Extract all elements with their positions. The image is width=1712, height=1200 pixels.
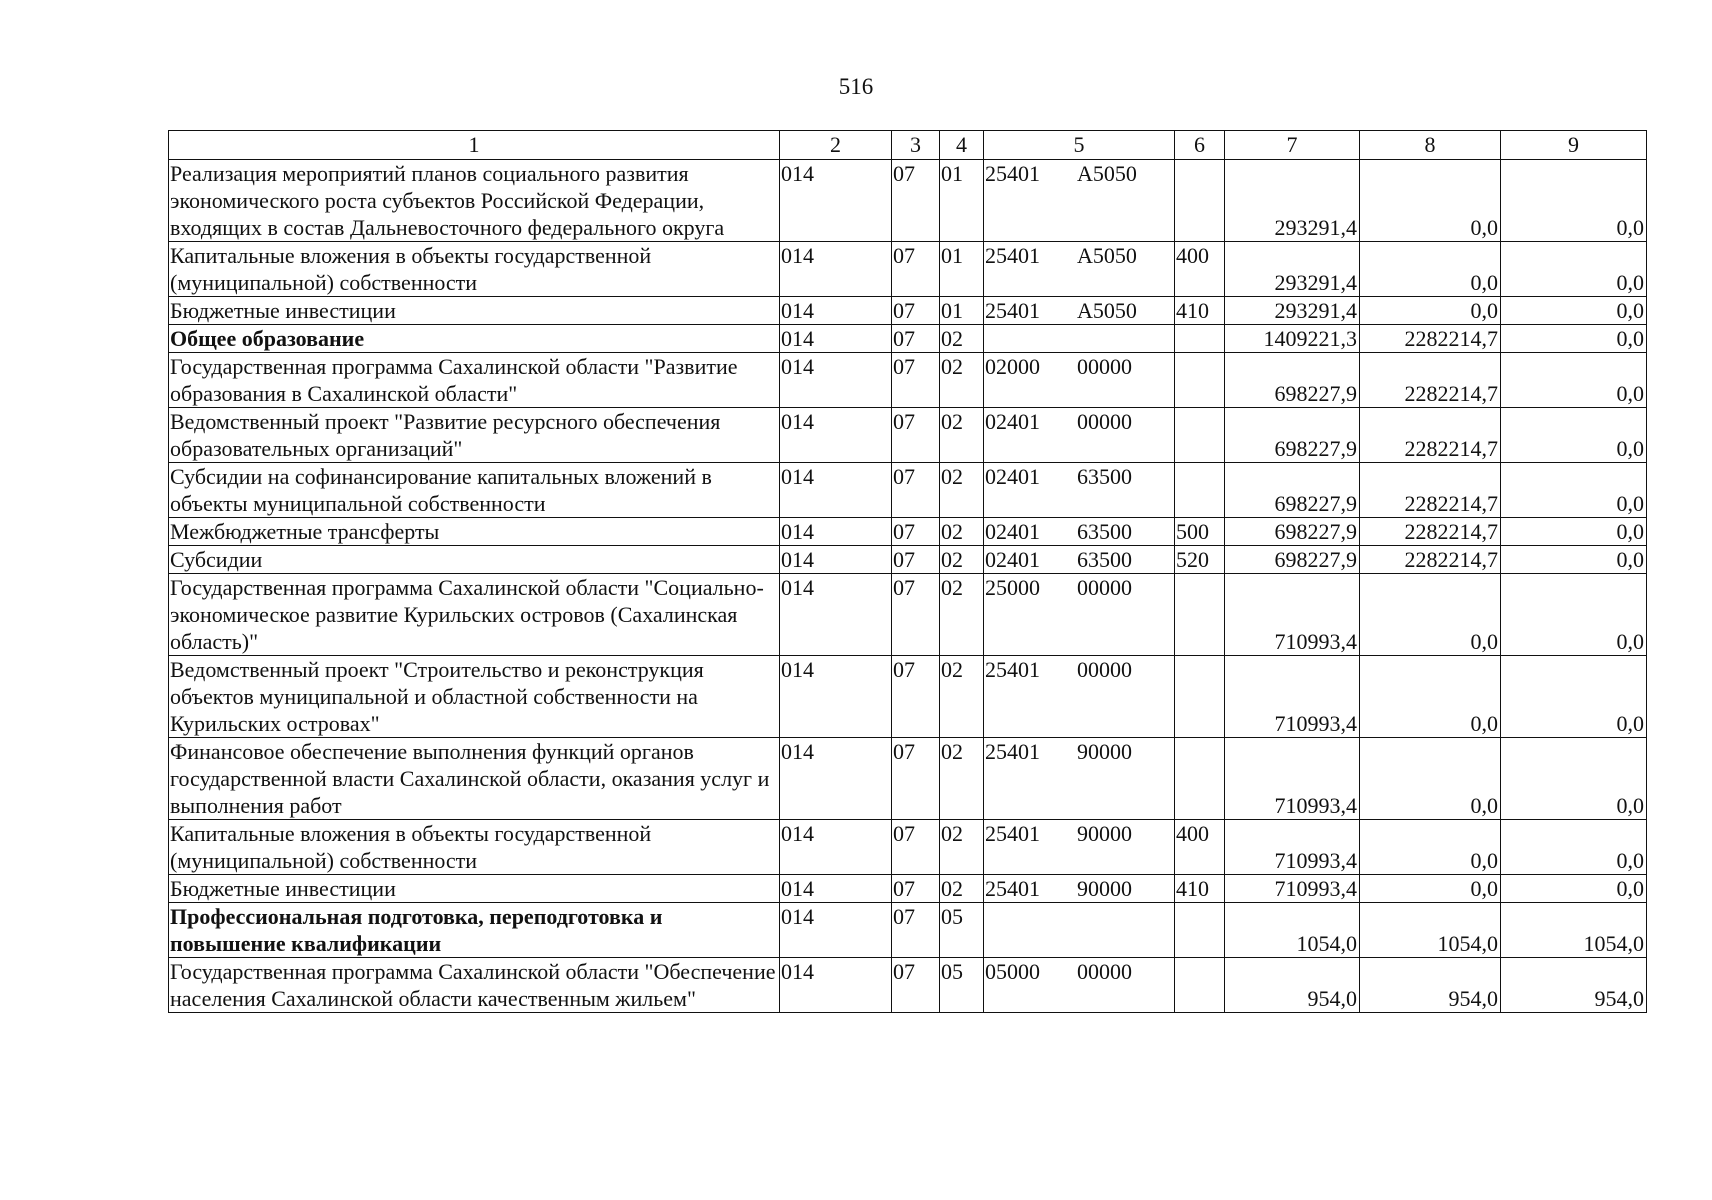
row-target-article-part1: 02000 <box>985 354 1040 379</box>
row-section-code: 07 <box>892 408 940 463</box>
row-ministry-code: 014 <box>780 875 892 903</box>
header-col-2: 2 <box>780 131 892 160</box>
row-expense-type <box>1175 958 1225 1013</box>
row-name: Межбюджетные трансферты <box>169 518 780 546</box>
row-amount-year1: 710993,4 <box>1225 820 1360 875</box>
row-amount-year3: 0,0 <box>1501 738 1647 820</box>
row-name: Общее образование <box>169 325 780 353</box>
row-amount-year3: 954,0 <box>1501 958 1647 1013</box>
row-expense-type <box>1175 574 1225 656</box>
row-amount-year1: 698227,9 <box>1225 546 1360 574</box>
table-row <box>169 518 1647 546</box>
table-row <box>169 242 1647 297</box>
row-amount-year1: 293291,4 <box>1225 160 1360 242</box>
row-target-article <box>984 903 1175 958</box>
table-row <box>169 820 1647 875</box>
row-target-article-part1: 25000 <box>985 575 1040 600</box>
row-section-code: 07 <box>892 574 940 656</box>
row-amount-year1: 954,0 <box>1225 958 1360 1013</box>
row-expense-type <box>1175 160 1225 242</box>
row-target-article-part1: 02401 <box>985 409 1040 434</box>
row-subsection-code: 02 <box>940 875 984 903</box>
row-expense-type <box>1175 325 1225 353</box>
row-section-code: 07 <box>892 518 940 546</box>
row-name: Государственная программа Сахалинской области "Развитие образования в Сахалинской области" <box>169 353 780 408</box>
row-amount-year3: 0,0 <box>1501 325 1647 353</box>
row-amount-year1: 698227,9 <box>1225 518 1360 546</box>
row-name: Субсидии <box>169 546 780 574</box>
row-amount-year1: 698227,9 <box>1225 408 1360 463</box>
row-amount-year3: 0,0 <box>1501 574 1647 656</box>
row-ministry-code: 014 <box>780 242 892 297</box>
row-name: Финансовое обеспечение выполнения функций органов государственной власти Сахалинской области, оказания услуг и выполнения работ <box>169 738 780 820</box>
header-col-1: 1 <box>169 131 780 160</box>
row-amount-year3: 0,0 <box>1501 656 1647 738</box>
row-section-code: 07 <box>892 820 940 875</box>
row-expense-type <box>1175 463 1225 518</box>
row-section-code: 07 <box>892 546 940 574</box>
row-subsection-code: 02 <box>940 463 984 518</box>
row-target-article-part1: 02401 <box>985 547 1040 572</box>
row-name: Капитальные вложения в объекты государственной (муниципальной) собственности <box>169 242 780 297</box>
row-target-article <box>984 518 1175 546</box>
row-target-article <box>984 875 1175 903</box>
row-target-article <box>984 656 1175 738</box>
row-ministry-code: 014 <box>780 325 892 353</box>
table-row <box>169 958 1647 1013</box>
row-ministry-code: 014 <box>780 574 892 656</box>
row-target-article <box>984 325 1175 353</box>
row-amount-year1: 698227,9 <box>1225 353 1360 408</box>
row-target-article <box>984 463 1175 518</box>
row-target-article-part2: 63500 <box>1077 519 1132 544</box>
row-name: Ведомственный проект "Строительство и реконструкция объектов муниципальной и областной собственности на Курильских островах" <box>169 656 780 738</box>
row-target-article-part1: 25401 <box>985 161 1040 186</box>
table-row <box>169 574 1647 656</box>
row-target-article-part1: 25401 <box>985 876 1040 901</box>
row-target-article-part2: 00000 <box>1077 354 1132 379</box>
row-ministry-code: 014 <box>780 903 892 958</box>
table-row <box>169 875 1647 903</box>
row-name: Реализация мероприятий планов социального развития экономического роста субъектов Российской Федерации, входящих в состав Дальневосточного федерального округа <box>169 160 780 242</box>
row-ministry-code: 014 <box>780 353 892 408</box>
table-row <box>169 160 1647 242</box>
row-section-code: 07 <box>892 463 940 518</box>
table-row <box>169 738 1647 820</box>
row-subsection-code: 02 <box>940 325 984 353</box>
row-section-code: 07 <box>892 738 940 820</box>
row-section-code: 07 <box>892 656 940 738</box>
header-col-3: 3 <box>892 131 940 160</box>
row-name: Государственная программа Сахалинской области "Социально-экономическое развитие Курильских островов (Сахалинская область)" <box>169 574 780 656</box>
row-target-article-part2: 00000 <box>1077 657 1132 682</box>
row-target-article-part1: 25401 <box>985 821 1040 846</box>
row-section-code: 07 <box>892 160 940 242</box>
row-subsection-code: 01 <box>940 160 984 242</box>
row-amount-year2: 0,0 <box>1360 160 1501 242</box>
row-target-article <box>984 353 1175 408</box>
row-subsection-code: 02 <box>940 738 984 820</box>
row-section-code: 07 <box>892 242 940 297</box>
row-subsection-code: 02 <box>940 546 984 574</box>
table-row <box>169 656 1647 738</box>
row-amount-year2: 0,0 <box>1360 574 1501 656</box>
row-name: Бюджетные инвестиции <box>169 875 780 903</box>
row-ministry-code: 014 <box>780 408 892 463</box>
row-amount-year3: 0,0 <box>1501 518 1647 546</box>
row-amount-year1: 1409221,3 <box>1225 325 1360 353</box>
row-amount-year2: 0,0 <box>1360 656 1501 738</box>
row-target-article-part1: 02401 <box>985 519 1040 544</box>
row-expense-type: 400 <box>1175 820 1225 875</box>
table-row <box>169 546 1647 574</box>
row-amount-year2: 0,0 <box>1360 820 1501 875</box>
row-amount-year3: 1054,0 <box>1501 903 1647 958</box>
row-target-article-part2: 63500 <box>1077 464 1132 489</box>
row-expense-type: 500 <box>1175 518 1225 546</box>
row-target-article-part2: А5050 <box>1077 298 1137 323</box>
row-amount-year3: 0,0 <box>1501 242 1647 297</box>
row-amount-year1: 710993,4 <box>1225 574 1360 656</box>
row-amount-year2: 0,0 <box>1360 297 1501 325</box>
row-amount-year1: 1054,0 <box>1225 903 1360 958</box>
row-amount-year2: 0,0 <box>1360 242 1501 297</box>
row-target-article <box>984 738 1175 820</box>
row-subsection-code: 02 <box>940 353 984 408</box>
row-name: Государственная программа Сахалинской области "Обеспечение населения Сахалинской области качественным жильем" <box>169 958 780 1013</box>
row-target-article-part2: 90000 <box>1077 876 1132 901</box>
row-target-article-part1: 25401 <box>985 657 1040 682</box>
row-name: Капитальные вложения в объекты государственной (муниципальной) собственности <box>169 820 780 875</box>
row-amount-year2: 2282214,7 <box>1360 463 1501 518</box>
row-target-article <box>984 574 1175 656</box>
row-amount-year2: 2282214,7 <box>1360 353 1501 408</box>
row-section-code: 07 <box>892 353 940 408</box>
row-target-article <box>984 242 1175 297</box>
header-col-7: 7 <box>1225 131 1360 160</box>
row-amount-year1: 710993,4 <box>1225 875 1360 903</box>
row-ministry-code: 014 <box>780 656 892 738</box>
row-expense-type <box>1175 738 1225 820</box>
row-section-code: 07 <box>892 958 940 1013</box>
header-col-6: 6 <box>1175 131 1225 160</box>
row-ministry-code: 014 <box>780 463 892 518</box>
row-ministry-code: 014 <box>780 958 892 1013</box>
row-amount-year2: 2282214,7 <box>1360 408 1501 463</box>
header-col-9: 9 <box>1501 131 1647 160</box>
row-target-article-part1: 02401 <box>985 464 1040 489</box>
row-ministry-code: 014 <box>780 738 892 820</box>
row-expense-type: 410 <box>1175 875 1225 903</box>
row-ministry-code: 014 <box>780 820 892 875</box>
row-ministry-code: 014 <box>780 546 892 574</box>
row-target-article-part2: 00000 <box>1077 409 1132 434</box>
row-name: Субсидии на софинансирование капитальных вложений в объекты муниципальной собственности <box>169 463 780 518</box>
row-target-article-part1: 25401 <box>985 243 1040 268</box>
page-number: 516 <box>838 74 874 99</box>
row-target-article-part2: 63500 <box>1077 547 1132 572</box>
row-amount-year2: 0,0 <box>1360 738 1501 820</box>
row-subsection-code: 05 <box>940 958 984 1013</box>
row-target-article <box>984 546 1175 574</box>
row-target-article-part1: 25401 <box>985 298 1040 323</box>
row-amount-year2: 954,0 <box>1360 958 1501 1013</box>
row-subsection-code: 01 <box>940 297 984 325</box>
header-col-4: 4 <box>940 131 984 160</box>
row-amount-year3: 0,0 <box>1501 353 1647 408</box>
row-subsection-code: 05 <box>940 903 984 958</box>
row-section-code: 07 <box>892 875 940 903</box>
header-col-5: 5 <box>984 131 1175 160</box>
row-ministry-code: 014 <box>780 297 892 325</box>
row-expense-type <box>1175 408 1225 463</box>
row-amount-year3: 0,0 <box>1501 408 1647 463</box>
row-section-code: 07 <box>892 903 940 958</box>
row-amount-year3: 0,0 <box>1501 875 1647 903</box>
row-name: Профессиональная подготовка, переподготовка и повышение квалификации <box>169 903 780 958</box>
row-expense-type <box>1175 656 1225 738</box>
row-target-article <box>984 820 1175 875</box>
row-amount-year1: 698227,9 <box>1225 463 1360 518</box>
row-subsection-code: 02 <box>940 820 984 875</box>
row-amount-year2: 2282214,7 <box>1360 325 1501 353</box>
row-subsection-code: 02 <box>940 518 984 546</box>
row-target-article-part2: А5050 <box>1077 243 1137 268</box>
table-row <box>169 297 1647 325</box>
row-amount-year1: 293291,4 <box>1225 242 1360 297</box>
header-col-8: 8 <box>1360 131 1501 160</box>
row-target-article-part2: 00000 <box>1077 575 1132 600</box>
row-amount-year1: 293291,4 <box>1225 297 1360 325</box>
row-target-article <box>984 160 1175 242</box>
row-amount-year3: 0,0 <box>1501 463 1647 518</box>
budget-table-container <box>168 130 1646 1013</box>
row-target-article <box>984 958 1175 1013</box>
row-amount-year2: 0,0 <box>1360 875 1501 903</box>
row-section-code: 07 <box>892 297 940 325</box>
row-target-article-part2: 90000 <box>1077 739 1132 764</box>
table-row <box>169 408 1647 463</box>
budget-table <box>168 130 1647 1013</box>
row-subsection-code: 02 <box>940 656 984 738</box>
row-amount-year2: 2282214,7 <box>1360 518 1501 546</box>
row-expense-type <box>1175 903 1225 958</box>
row-expense-type <box>1175 353 1225 408</box>
row-section-code: 07 <box>892 325 940 353</box>
row-target-article-part1: 05000 <box>985 959 1040 984</box>
row-amount-year3: 0,0 <box>1501 546 1647 574</box>
table-row <box>169 353 1647 408</box>
row-expense-type: 520 <box>1175 546 1225 574</box>
header-row <box>169 131 1647 160</box>
row-name: Ведомственный проект "Развитие ресурсного обеспечения образовательных организаций" <box>169 408 780 463</box>
table-body <box>169 131 1647 1013</box>
row-amount-year2: 2282214,7 <box>1360 546 1501 574</box>
row-target-article-part2: 00000 <box>1077 959 1132 984</box>
table-row <box>169 325 1647 353</box>
row-target-article <box>984 408 1175 463</box>
row-amount-year3: 0,0 <box>1501 297 1647 325</box>
row-target-article-part2: А5050 <box>1077 161 1137 186</box>
table-row <box>169 463 1647 518</box>
row-subsection-code: 02 <box>940 408 984 463</box>
table-row <box>169 903 1647 958</box>
row-ministry-code: 014 <box>780 518 892 546</box>
row-ministry-code: 014 <box>780 160 892 242</box>
row-amount-year3: 0,0 <box>1501 160 1647 242</box>
row-amount-year1: 710993,4 <box>1225 738 1360 820</box>
row-name: Бюджетные инвестиции <box>169 297 780 325</box>
row-target-article-part1: 25401 <box>985 739 1040 764</box>
row-target-article <box>984 297 1175 325</box>
row-expense-type: 410 <box>1175 297 1225 325</box>
row-amount-year3: 0,0 <box>1501 820 1647 875</box>
row-amount-year1: 710993,4 <box>1225 656 1360 738</box>
row-expense-type: 400 <box>1175 242 1225 297</box>
row-subsection-code: 01 <box>940 242 984 297</box>
row-amount-year2: 1054,0 <box>1360 903 1501 958</box>
row-subsection-code: 02 <box>940 574 984 656</box>
row-target-article-part2: 90000 <box>1077 821 1132 846</box>
